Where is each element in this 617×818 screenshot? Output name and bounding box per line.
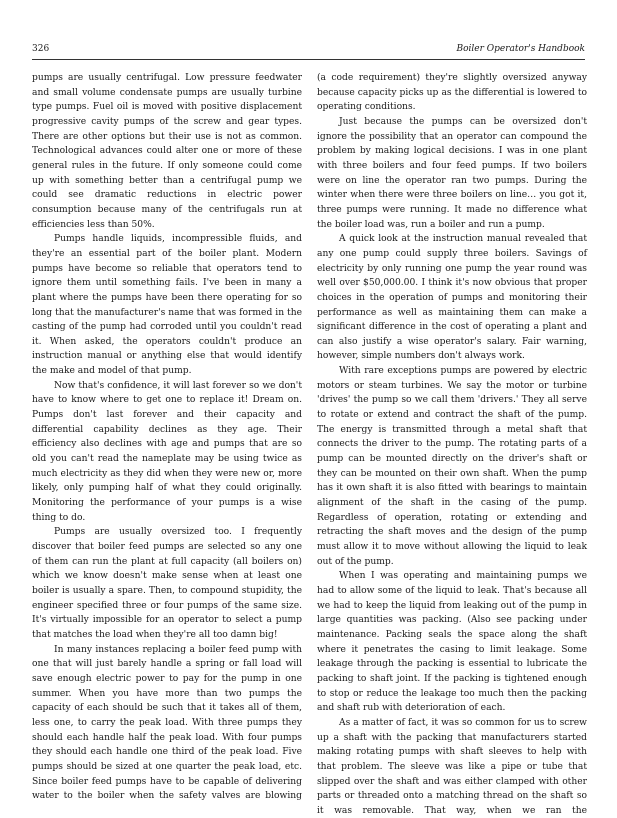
paragraph: Now that's confidence, it will last forever so we don't have to know where to get one to replace it! Dream on. Pumps don't last forever and their capacity and differential capability declines as they age. Their efficiency also declines with age and pumps that are so old you can't read the nameplate may be using twice as much electricity as they did when they were new or, more likely, only pumping half of what they could originally. Monitoring the performance of your pumps is a wise thing to do.	[32, 380, 302, 523]
paragraph: (a code requirement) they're slightly oversized anyway because capacity picks up as the differential is lowered to operating conditions.	[317, 73, 587, 113]
header-rule	[32, 59, 585, 60]
running-title: Boiler Operator's Handbook	[456, 44, 585, 54]
paragraph: Pumps are usually oversized too. I frequently discover that boiler feed pumps are selected so any one of them can run the plant at full capacity (all boilers on) which we know doesn't make sense when at least one boiler is usually a spare. Then, to compound stupidity, the engineer specified three or four pumps of the same size. It's virtually impossible for an operator to select a pump that matches the load when they're all too damn big!	[32, 527, 302, 640]
text-columns	[32, 71, 587, 818]
right-column	[317, 71, 587, 818]
left-column	[32, 71, 302, 818]
paragraph: With rare exceptions pumps are powered by electric motors or steam turbines. We say the motor or turbine 'drives' the pump so we call them 'drivers.' They all serve to rotate or extend and contract the shaft of the pump. The energy is transmitted through a metal shaft that connects the driver to the pump. The rotating parts of a pump can be mounted directly on the driver's shaft or they can be mounted on their own shaft. When the pump has it own shaft it is also fitted with bearings to maintain alignment of the shaft in the casing of the pump. Regardless of operation, rotating or extending and retracting the shaft moves and the design of the pump must allow it to move without allowing the liquid to leak out of the pump.	[317, 366, 587, 567]
paragraph: pumps are usually centrifugal. Low pressure feedwater and small volume condensate pumps are usually turbine type pumps. Fuel oil is moved with positive displacement progressive cavity pumps of the screw and gear types. There are other options but their use is not as common. Technological advances could alter one or more of these general rules in the future. If only someone could come up with something better than a centrifugal pump we could see dramatic reductions in electric power consumption because many of the centrifugals run at efficiencies less than 50%.	[32, 73, 302, 230]
page-header	[32, 44, 585, 54]
page-number: 326	[32, 44, 50, 54]
paragraph: As a matter of fact, it was so common for us to screw up a shaft with the packing that manufacturers started making rotating pumps with shaft sleeves to help with that problem. The sleeve was like a pipe or tube that slipped over the shaft and was either clamped with other parts or threaded onto a matching thread on the shaft so it was removable. That way, when we ran the	[317, 717, 587, 816]
paragraph: When I was operating and maintaining pumps we had to allow some of the liquid to leak. That's because all we had to keep the liquid from leaking out of the pump in large quantities was packing. (Also see packing under maintenance. Packing seals the space along the shaft where it penetrates the casing to limit leakage. Some leakage through the packing is essential to lubricate the packing to shaft joint. If the packing is tightened enough to stop or reduce the leakage too much then the packing and shaft rub with deterioration of each.	[317, 571, 587, 714]
paragraph: In many instances replacing a boiler feed pump with one that will just barely handle a spring or fall load will save enough electric power to pay for the pump in one summer. When you have more than two pumps the capacity of each should be such that it takes all of them, less one, to carry the peak load. With three pumps they should each handle half the peak load. With four pumps they should each handle one third of the peak load. Five pumps should be sized at one quarter the peak load, etc. Since boiler feed pumps have to be capable of delivering water to the boiler when the safety valves are blowing	[32, 644, 302, 802]
paragraph: Pumps handle liquids, incompressible fluids, and they're an essential part of the boiler plant. Modern pumps have become so reliable that operators tend to ignore them until something fails. I've been in many a plant where the pumps have been there operating for so long that the manufacturer's name that was formed in the casting of the pump had corroded until you couldn't read it. When asked, the operators couldn't produce an instruction manual or anything else that would identify the make and model of that pump.	[32, 234, 302, 377]
paragraph: A quick look at the instruction manual revealed that any one pump could supply three boilers. Savings of electricity by only running one pump the year round was well over $50,000.00. I think it's now obvious that proper choices in the operation of pumps and monitoring their performance as well as maintaining them can make a significant difference in the cost of operating a plant and can also justify a wise operator's salary. Fair warning, however, simple numbers don't always work.	[317, 234, 587, 362]
paragraph: Just because the pumps can be oversized don't ignore the possibility that an operator can compound the problem by making logical decisions. I was in one plant with three boilers and four feed pumps. If two boilers were on line the operator ran two pumps. During the winter when there were three boilers on line… you got it, three pumps were running. It made no difference what the boiler load was, run a boiler and run a pump.	[317, 116, 587, 230]
